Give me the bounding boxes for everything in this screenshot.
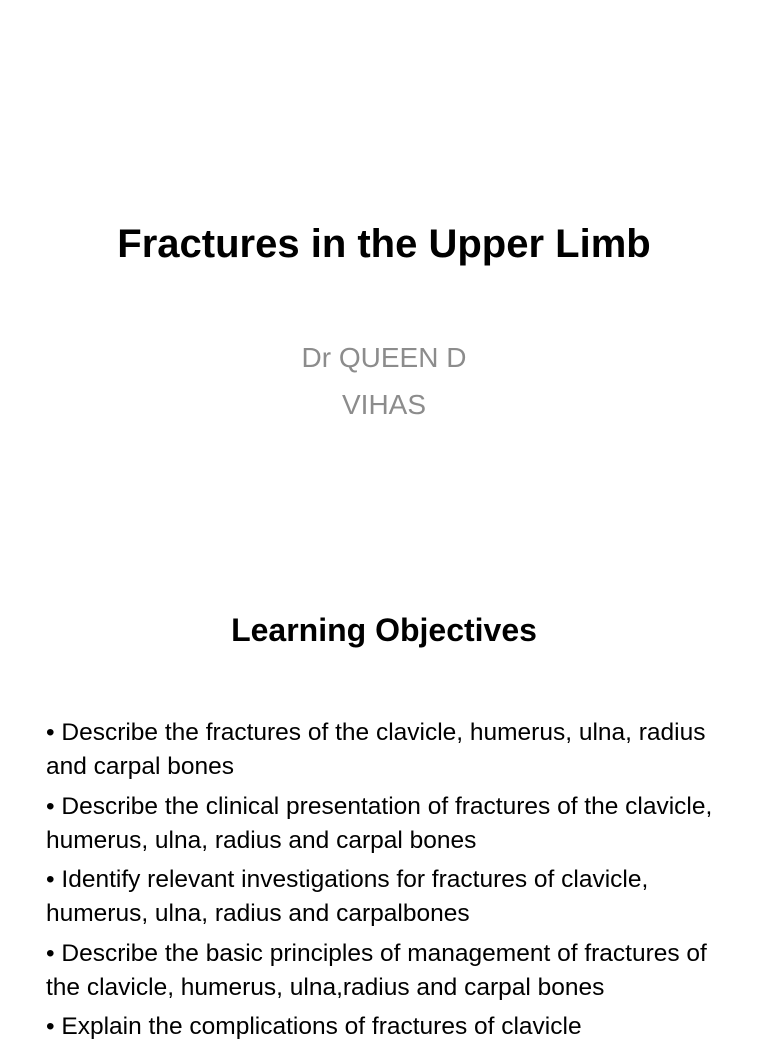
objective-item: • Identify relevant investigations for fractures of clavicle, humerus, ulna, radius and carpalbones [46,866,649,927]
objectives-heading: Learning Objectives [231,612,537,648]
slide-title: Fractures in the Upper Limb [117,222,651,266]
objective-item: • Explain the complications of fractures of clavicle [46,1013,582,1040]
objectives-slide [0,576,768,1040]
objectives-list [46,716,736,1050]
author-block [0,334,768,428]
author-name: Dr QUEEN D [301,342,467,373]
objective-item: • Describe the clinical presentation of fractures of the clavicle, humerus, ulna, radius and carpal bones [46,792,713,854]
objective-item: • Describe the fractures of the clavicle, humerus, ulna, radius and carpal bones [46,719,706,780]
author-affiliation: VIHAS [341,389,427,420]
objective-item: • Describe the basic principles of management of fractures of the clavicle, humerus, ulna,radius and carpal bones [46,939,707,1001]
